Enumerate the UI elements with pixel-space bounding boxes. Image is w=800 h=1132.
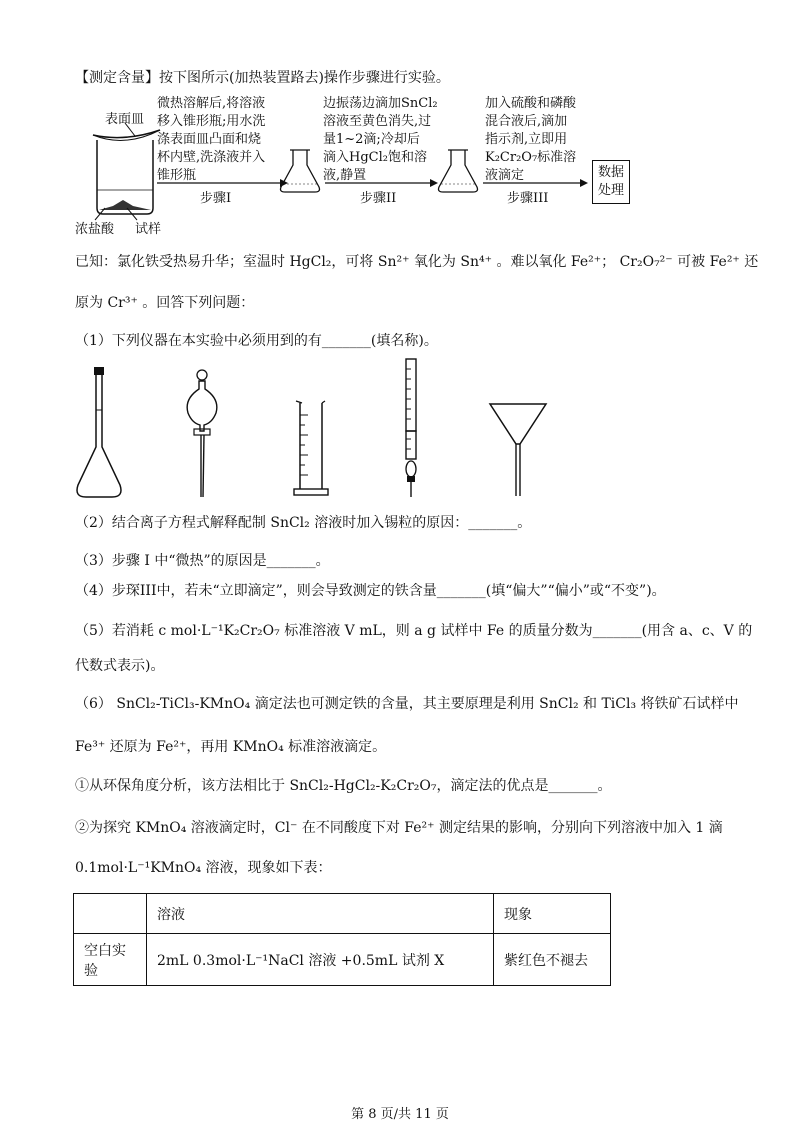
step3-text: 加入硫酸和磷酸 混合液后,滴加 指示剂,立即用 K₂Cr₂O₇标准溶 液滴定: [485, 96, 577, 183]
step1-label: 步骤I: [200, 191, 232, 206]
table-cell: 空白实验: [74, 934, 147, 986]
known-line-2: 原为 Cr³⁺ 。回答下列问题：: [75, 295, 255, 311]
step2-text: 边振荡边滴加SnCl₂ 溶液至黄色消失,过 量1~2滴;冷却后 滴入HgCl₂饱和溶 液,静置: [323, 96, 438, 183]
step2-label: 步骤II: [360, 191, 397, 206]
data-processing-box: 数据 处理: [592, 160, 630, 204]
table-cell: 2mL 0.3mol·L⁻¹NaCl 溶液 +0.5mL 试剂 X: [147, 934, 494, 986]
table-header-cell: 溶液: [147, 894, 494, 934]
question-5-line-2: 代数式表示)。: [75, 658, 165, 674]
question-3: （3）步骤 I 中“微热”的原因是_______。: [75, 553, 330, 569]
known-line-1: 已知：氯化铁受热易升华；室温时 HgCl₂，可将 Sn²⁺ 氧化为 Sn⁴⁺ 。难以氧化 Fe²⁺； Cr₂O₇²⁻ 可被 Fe²⁺ 还: [75, 254, 759, 270]
acid-label: 浓盐酸: [75, 222, 115, 237]
question-4: （4）步琛III中，若未“立即滴定”，则会导致测定的铁含量_______(填“偏大”“偏小”或“不变”)。: [75, 583, 666, 599]
question-5-line-1: （5）若消耗 c mol·L⁻¹K₂Cr₂O₇ 标准溶液 V mL，则 a g 试样中 Fe 的质量分数为_______(用含 a、c、V 的: [75, 623, 753, 639]
table-header-cell: [74, 894, 147, 934]
question-6-line-1: （6） SnCl₂-TiCl₃-KMnO₄ 滴定法也可测定铁的含量，其主要原理是利用 SnCl₂ 和 TiCl₃ 将铁矿石试样中: [75, 696, 739, 712]
step1-text: 微热溶解后,将溶液 移入锥形瓶;用水洗 涤表面皿凸面和烧 杯内壁,洗涤液并入 锥形瓶: [157, 96, 266, 183]
table-header-row: [74, 894, 611, 934]
burette-icon: [396, 357, 426, 497]
table-row: [74, 934, 611, 986]
table-header-cell: 现象: [494, 894, 611, 934]
step3-label: 步骤III: [507, 191, 549, 206]
volumetric-flask-icon: [72, 365, 127, 505]
question-6-sub-2a: ②为探究 KMnO₄ 溶液滴定时，Cl⁻ 在不同酸度下对 Fe²⁺ 测定结果的影响，分别向下列溶液中加入 1 滴: [75, 820, 723, 836]
sample-label: 试样: [135, 222, 162, 237]
question-2: （2）结合离子方程式解释配制 SnCl₂ 溶液时加入锡粒的原因：_______。: [75, 515, 532, 531]
table-cell: 紫红色不褪去: [494, 934, 611, 986]
separatory-funnel-icon: [180, 365, 225, 505]
results-table: [73, 893, 611, 986]
page-footer: 第 8 页/共 11 页: [351, 1107, 449, 1122]
question-6-sub-2b: 0.1mol·L⁻¹KMnO₄ 溶液，现象如下表：: [75, 860, 332, 876]
question-1: （1）下列仪器在本实验中必须用到的有_______(填名称)。: [75, 333, 438, 349]
procedure-flow-diagram: [75, 90, 635, 235]
surface-dish-label: 表面皿: [105, 112, 145, 127]
intro-text: 【测定含量】按下图所示(加热装置路去)操作步骤进行实验。: [75, 70, 450, 86]
graduated-cylinder-icon: [290, 365, 335, 505]
question-6-sub-1: ①从环保角度分析，该方法相比于 SnCl₂-HgCl₂-K₂Cr₂O₇，滴定法的优点是_______。: [75, 778, 612, 794]
question-6-line-2: Fe³⁺ 还原为 Fe²⁺，再用 KMnO₄ 标准溶液滴定。: [75, 739, 387, 755]
